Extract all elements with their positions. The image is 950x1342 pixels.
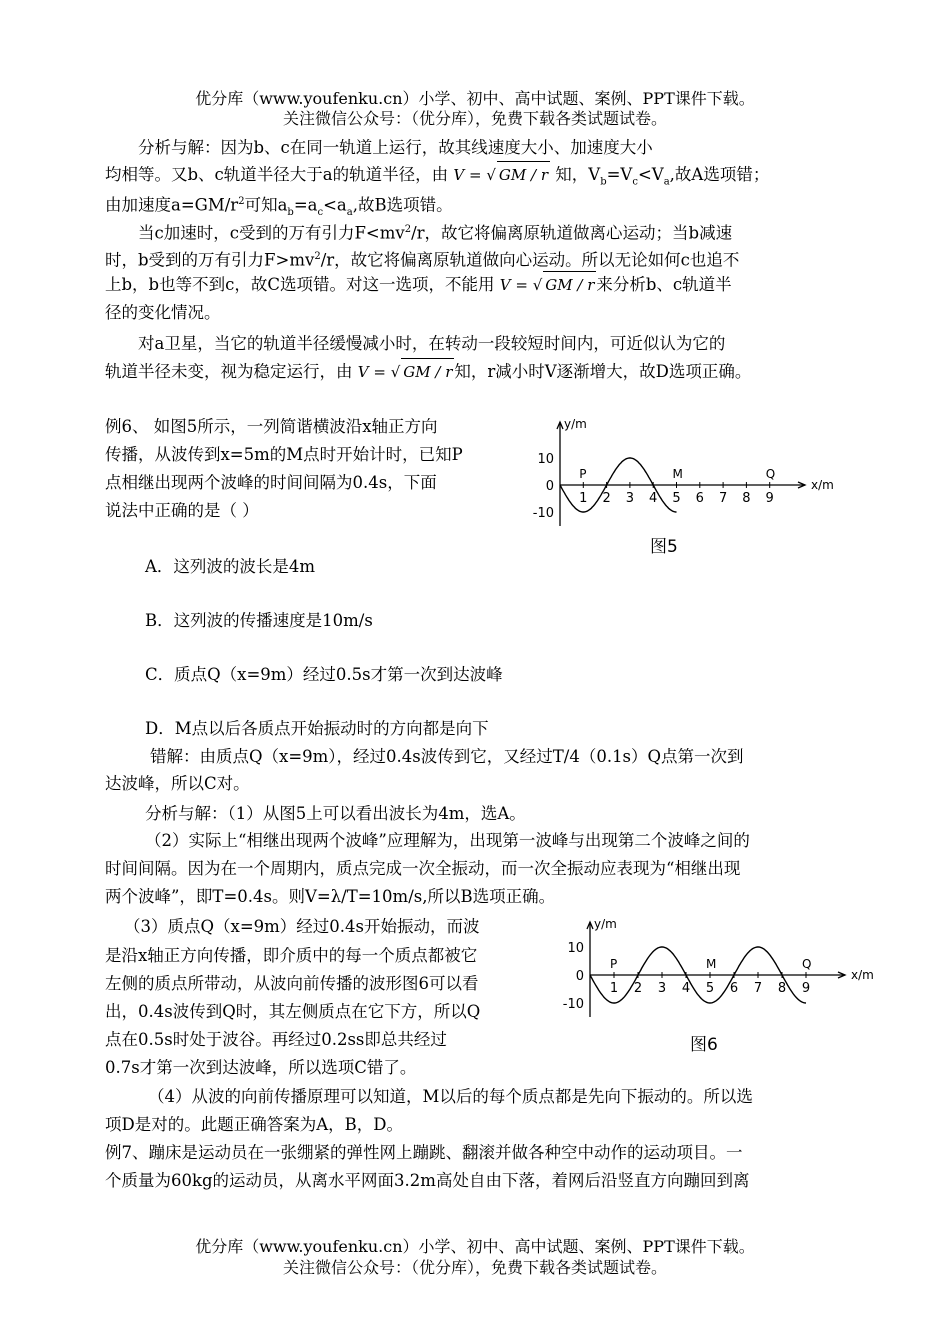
analysis-line: 径的变化情况。 <box>105 303 221 322</box>
option-b: B．这列波的传播速度是10m/s <box>145 611 373 630</box>
wave-figure-6 <box>545 916 874 1036</box>
x-tick-label: 3 <box>625 491 635 506</box>
analysis-line: 时，b受到的万有引力$F>mv^2/r$，故它将偏离原轨道做向心运动。所以无论如何c也追不 <box>105 250 740 270</box>
page-header-line-2: 关注微信公众号：（优分库），免费下载各类试题试卷。 <box>282 109 667 128</box>
figure-6-caption: 图6 <box>690 1035 718 1055</box>
point-label-q: Q <box>802 957 812 971</box>
solution-line: 点在0.5s时处于波谷。再经过0.2ss即总共经过 <box>105 1030 447 1049</box>
solution-line: 出，0.4s波传到Q时，其左侧质点在它下方，所以Q <box>105 1002 481 1021</box>
option-d: D．M点以后各质点开始振动时的方向都是向下 <box>145 719 489 738</box>
x-tick-label: 8 <box>742 491 751 506</box>
solution-line: （2）实际上“相继出现两个波峰”应理解为，出现第一波峰与出现第二个波峰之间的 <box>145 831 750 850</box>
y-tick-label: 10 <box>567 941 584 956</box>
y-axis-label: y/m <box>594 917 617 931</box>
analysis-line: 对a卫星，当它的轨道半径缓慢减小时，在转动一段较短时间内，可近似认为它的 <box>138 334 726 353</box>
x-tick-label: 4 <box>681 981 691 996</box>
formula: V = √ GM / r <box>453 166 550 184</box>
solution-line: 项D是对的。此题正确答案为A，B，D。 <box>105 1115 403 1134</box>
point-label-m: M <box>672 467 683 481</box>
question-line: 例6、 如图5所示，一列简谐横波沿x轴正方向 <box>105 417 438 436</box>
page-footer-line-2: 关注微信公众号：（优分库），免费下载各类试题试卷。 <box>282 1258 667 1277</box>
analysis-line: 轨道半径未变，视为稳定运行，由 V = √ GM / r 知，r减小时V逐渐增大，故D选项正确。 <box>105 358 751 386</box>
example-7-line: 个质量为60kg的运动员，从离水平网面3.2m高处自由下落，着网后沿竖直方向蹦回到离 <box>105 1171 750 1190</box>
y-axis-label: y/m <box>564 417 587 431</box>
wrong-solution-line: 错解：由质点Q（x=9m），经过0.4s波传到它，又经过T/4（0.1s）Q点第一次到 <box>150 747 744 766</box>
y-tick-label: 10 <box>537 452 554 467</box>
solution-line: 左侧的质点所带动，从波向前传播的波形图6可以看 <box>105 974 479 993</box>
question-line: 点相继出现两个波峰的时间间隔为0.4s，下面 <box>105 473 437 492</box>
point-label-m: M <box>706 957 717 971</box>
solution-line: 时间间隔。因为在一个周期内，质点完成一次全振动，而一次全振动应表现为“相继出现 <box>105 859 741 878</box>
x-tick-label: 1 <box>609 981 619 996</box>
x-tick-label: 5 <box>705 981 715 996</box>
x-tick-label: 2 <box>633 981 643 996</box>
wave-figure-5 <box>520 414 850 544</box>
x-tick-label: 6 <box>729 981 739 996</box>
x-tick-label: 6 <box>695 491 704 506</box>
solution-line: （4）从波的向前传播原理可以知道，M以后的每个质点都是先向下振动的。所以选 <box>148 1087 753 1106</box>
formula: V = √ GM / r <box>358 363 455 381</box>
question-line: 传播，从波传到x=5m的M点时开始计时，已知P <box>105 445 463 464</box>
x-tick-label: 4 <box>649 491 658 506</box>
y-tick-label: -10 <box>532 506 554 521</box>
x-tick-label: 9 <box>801 981 811 996</box>
solution-line: 分析与解：（1）从图5上可以看出波长为4m，选A。 <box>145 804 526 823</box>
y-tick-label: 0 <box>545 479 554 494</box>
analysis-line: 均相等。又b、c轨道半径大于a的轨道半径，由 V = √ GM / r 知，$V_b=V_c<V_a$,故A选项错； <box>105 161 769 195</box>
solution-line: 0.7s才第一次到达波峰，所以选项C错了。 <box>105 1058 417 1077</box>
analysis-line: 当c加速时，c受到的万有引力$F<mv^2/r$，故它将偏离原轨道做离心运动；当b减速 <box>138 223 733 243</box>
x-tick-label: 7 <box>718 491 728 506</box>
point-label-p: P <box>579 467 587 481</box>
option-c: C．质点Q（x=9m）经过0.5s才第一次到达波峰 <box>145 665 503 684</box>
solution-line: 是沿x轴正方向传播，即介质中的每一个质点都被它 <box>105 946 478 965</box>
y-tick-label: -10 <box>562 997 584 1012</box>
x-tick-label: 1 <box>579 491 588 506</box>
x-tick-label: 3 <box>657 981 667 996</box>
point-label-q: Q <box>765 467 776 481</box>
formula: V = √ GM / r <box>500 276 597 294</box>
wrong-solution-line: 达波峰，所以C对。 <box>105 774 250 793</box>
solution-line: 两个波峰”，即T=0.4s。则V=λ/T=10m/s,所以B选项正确。 <box>105 887 556 906</box>
question-line: 说法中正确的是（ ） <box>105 501 259 520</box>
x-tick-label: 5 <box>672 491 681 506</box>
x-tick-label: 2 <box>602 491 611 506</box>
page-header-line-1: 优分库（www.youfenku.cn）小学、初中、高中试题、案例、PPT课件下载。 <box>195 89 755 108</box>
x-axis-label: x/m <box>811 478 834 492</box>
x-tick-label: 7 <box>753 981 763 996</box>
x-tick-label: 9 <box>765 491 774 506</box>
analysis-line: 分析与解：因为b、c在同一轨道上运行，故其线速度大小、加速度大小 <box>138 138 653 157</box>
y-tick-label: 0 <box>575 969 584 984</box>
solution-line: （3）质点Q（x=9m）经过0.4s开始振动，而波 <box>124 917 480 936</box>
analysis-line: 上b，b也等不到c，故C选项错。对这一选项，不能用 V = √ GM / r 来分析b、c轨道半 <box>105 271 732 299</box>
example-7-line: 例7、蹦床是运动员在一张绷紧的弹性网上蹦跳、翻滚并做各种空中动作的运动项目。一 <box>105 1143 743 1162</box>
figure-5-caption: 图5 <box>650 537 678 557</box>
page-footer-line-1: 优分库（www.youfenku.cn）小学、初中、高中试题、案例、PPT课件下载。 <box>195 1237 755 1256</box>
option-a: A．这列波的波长是4m <box>145 557 316 576</box>
analysis-line: 由加速度$a=GM/r^2$可知$a_b=a_c<a_a$,故B选项错。 <box>105 195 453 218</box>
x-tick-label: 8 <box>777 981 787 996</box>
point-label-p: P <box>610 957 618 971</box>
x-axis-label: x/m <box>851 968 874 982</box>
